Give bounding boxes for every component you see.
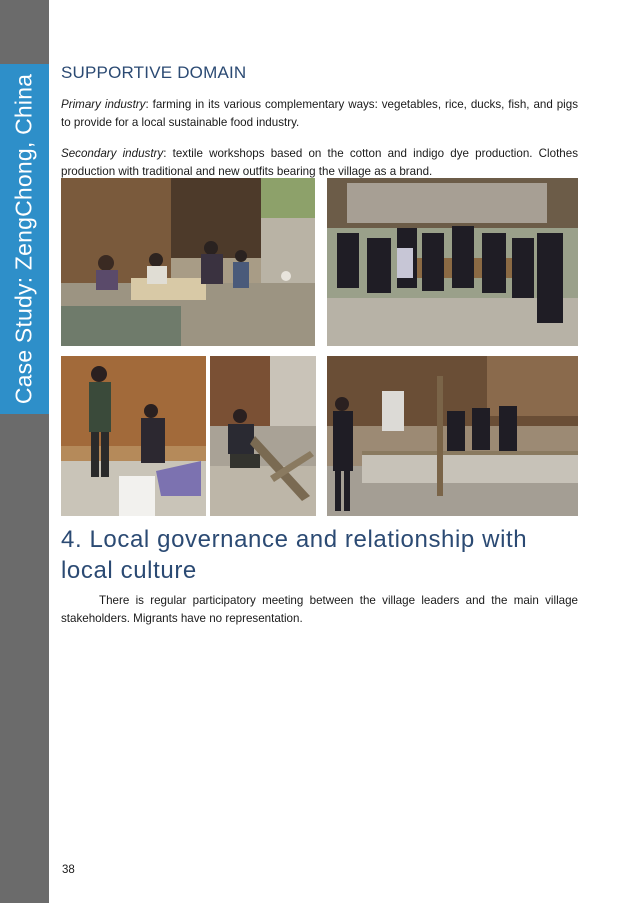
- governance-heading: 4. Local governance and relationship with local culture: [61, 526, 528, 584]
- secondary-industry-paragraph: [61, 145, 578, 181]
- primary-industry-text: : farming in its various complementary ways: vegetables, rice, ducks, fish, and pigs to provide for a local sustainable food industry.: [61, 98, 579, 129]
- section-title: SUPPORTIVE DOMAIN: [61, 63, 247, 82]
- secondary-industry-label: Secondary industry: [61, 147, 164, 160]
- governance-body: There is regular participatory meeting between the village leaders and the main village stakeholders. Migrants have no representation.: [61, 594, 578, 625]
- governance-paragraph: [61, 592, 578, 628]
- women-spinning-photo: [61, 356, 206, 516]
- man-weaving-photo: [210, 356, 316, 516]
- communal-meal-photo: [327, 178, 578, 346]
- villagers-by-canal-photo: [61, 178, 315, 346]
- sidebar-title: Case Study: ZengChong, China: [10, 73, 37, 405]
- primary-industry-paragraph: [61, 96, 578, 132]
- page-number: 38: [62, 864, 75, 876]
- primary-industry-label: Primary industry: [61, 98, 146, 111]
- warping-frame-photo: [327, 356, 578, 516]
- secondary-industry-text: : textile workshops based on the cotton and indigo dye production. Clothes production with traditional and new outfits bearing the village as a brand.: [61, 147, 578, 178]
